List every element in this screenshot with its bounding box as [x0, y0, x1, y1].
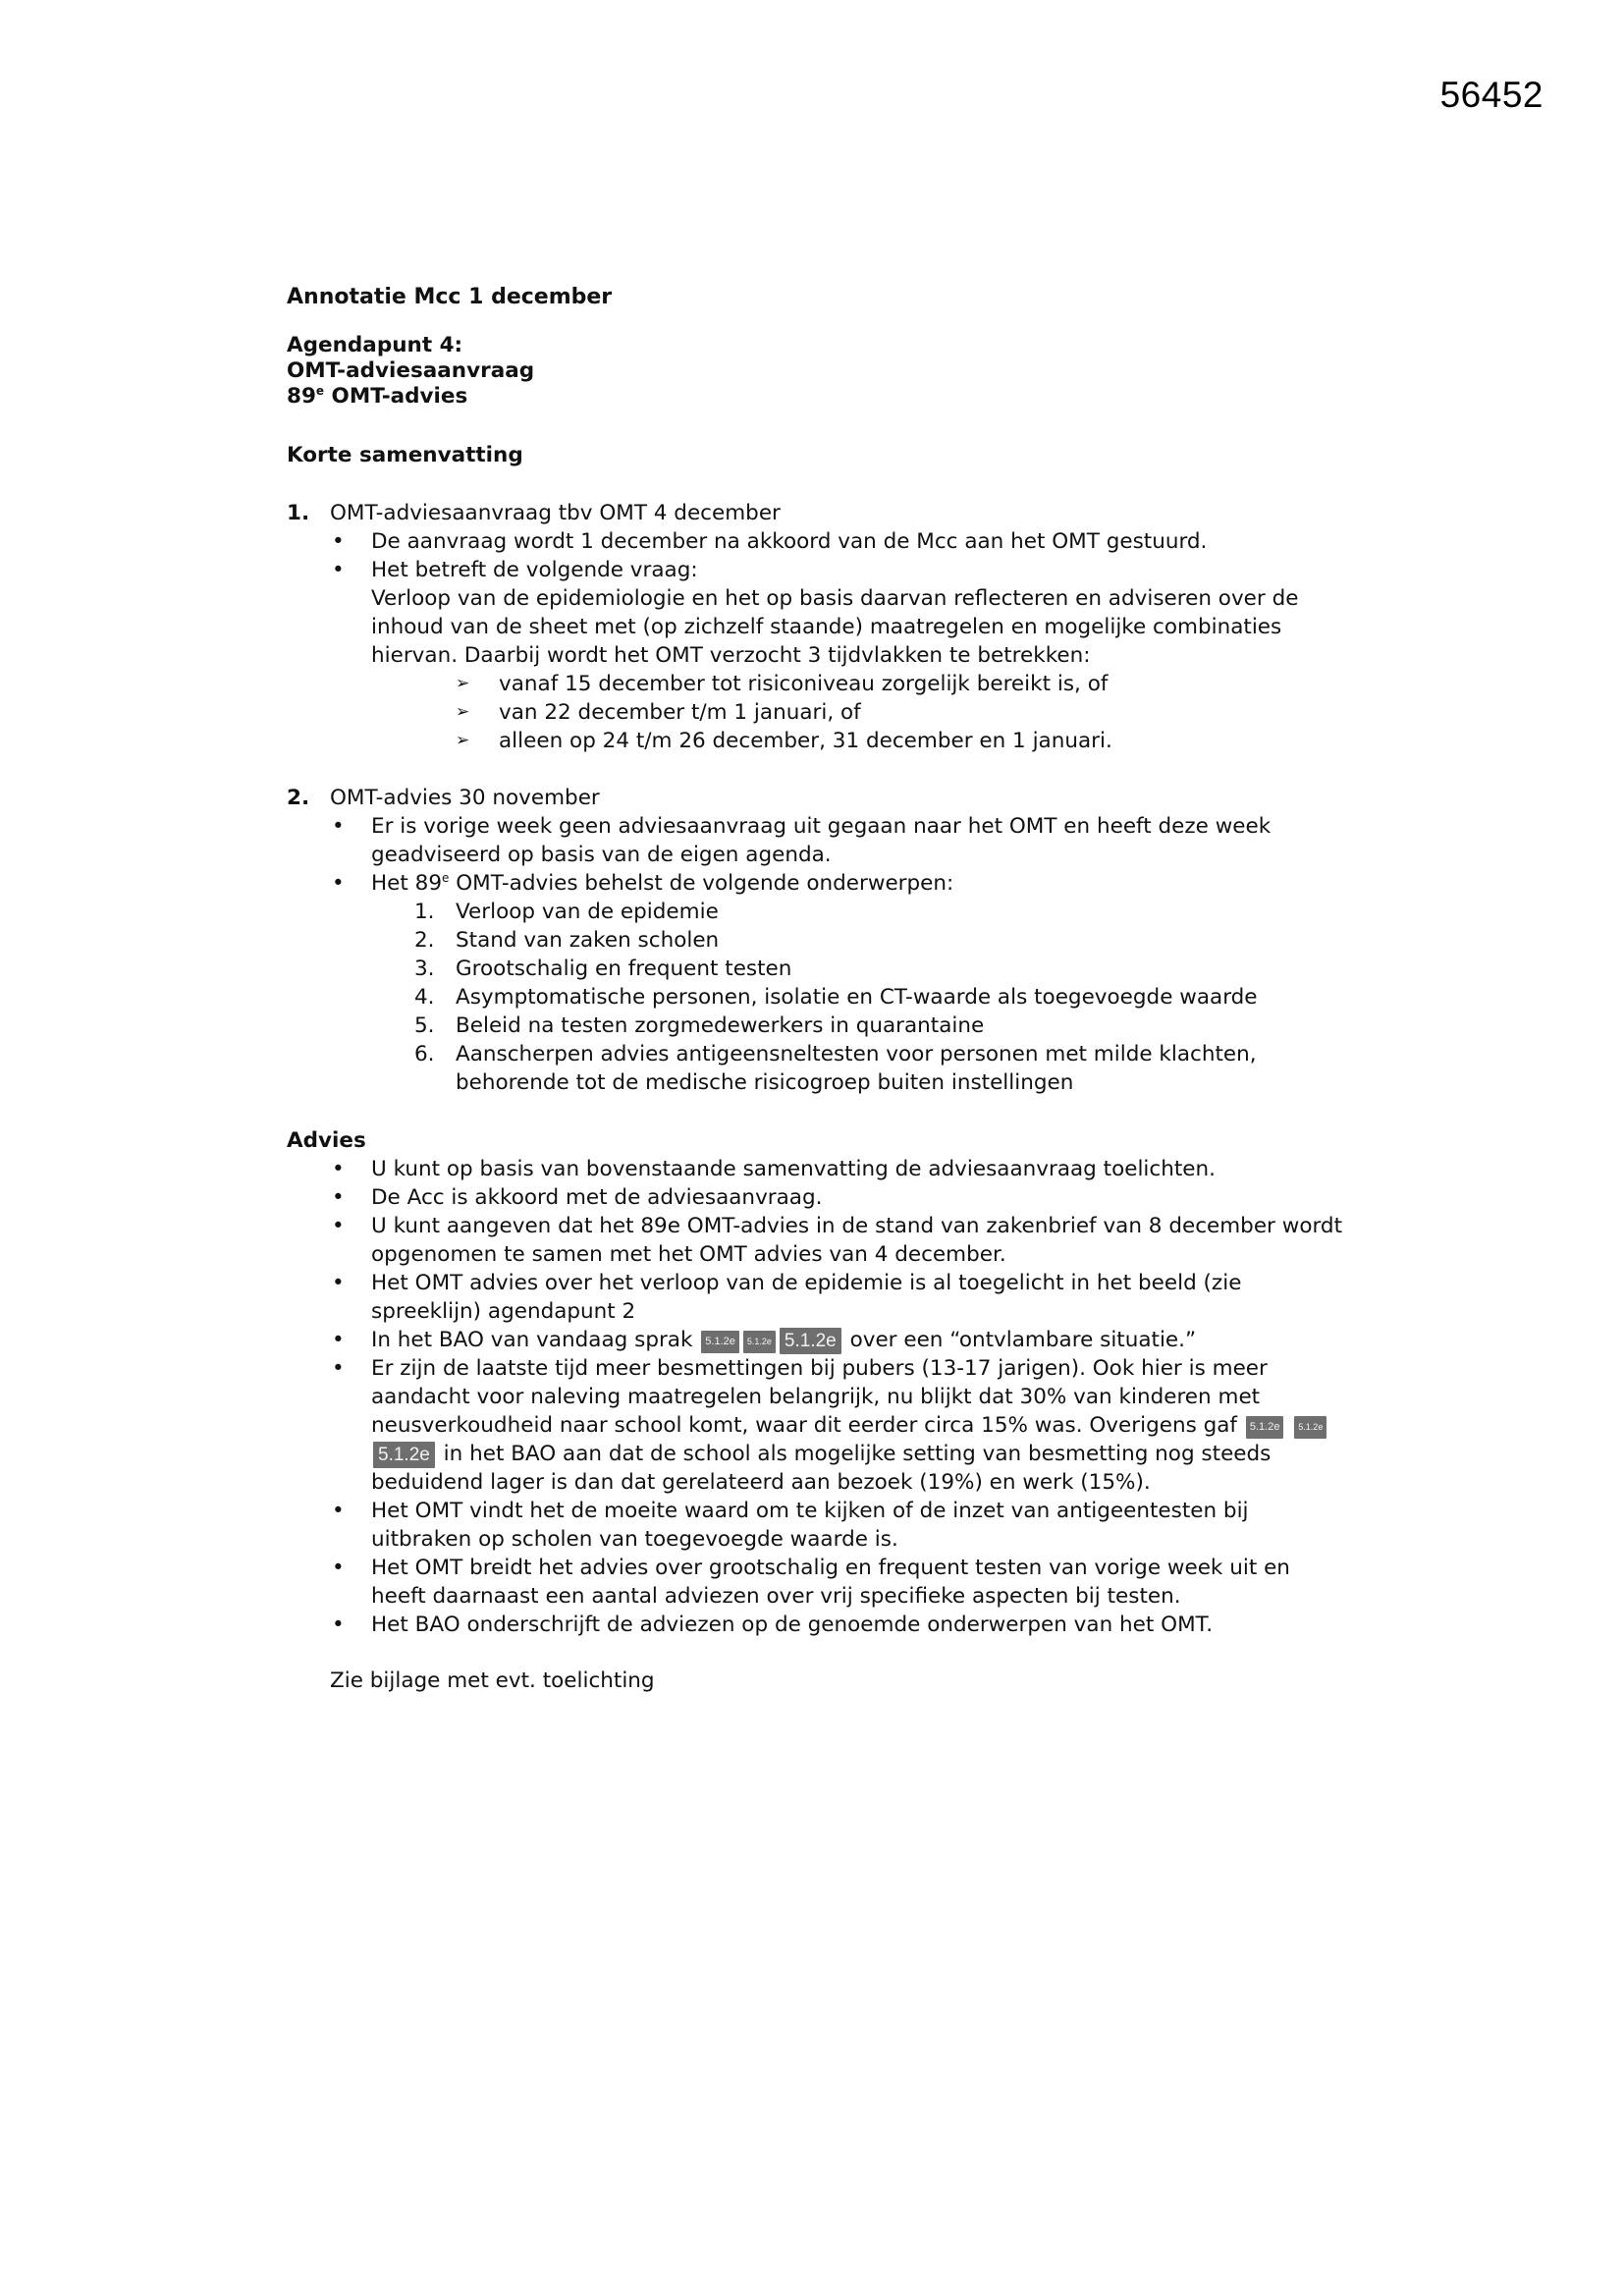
- page-number: 56452: [1439, 75, 1543, 115]
- document-body: [287, 283, 1347, 1695]
- topic-item: 3. Grootschalig en frequent testen: [414, 957, 792, 981]
- advies-item: • Het OMT vindt het de moeite waard om te kijken of de inzet van antigeentesten bij uitbraken op scholen van toegevoegde waarde is.: [330, 1497, 1347, 1554]
- agenda-block: [287, 333, 1347, 410]
- section-1-title: OMT-adviesaanvraag tbv OMT 4 december: [330, 501, 781, 525]
- redaction-mark: 5.1.2e: [373, 1442, 435, 1468]
- redaction-mark: 5.1.2e: [780, 1328, 841, 1354]
- topic-item: 4. Asymptomatische personen, isolatie en CT-waarde als toegevoegde waarde: [414, 985, 1258, 1010]
- section-1-bullet-1: • De aanvraag wordt 1 december na akkoord van de Mcc aan het OMT gestuurd.: [330, 527, 1347, 556]
- advies-list: [287, 1155, 1347, 1639]
- advies-item-pubers: • Er zijn de laatste tijd meer besmettingen bij pubers (13-17 jarigen). Ook hier is meer aandacht voor naleving maatregelen belangrijk, nu blijkt dat 30% van kinderen met neusverkoudheid naar school komt, waar dit eerder circa 15% was. Overigens gaf 5.1.2e 5.1.2e5.1.2e in het BAO aan dat de school als mogelijke setting van besmetting nog steeds beduidend lager is dan dat gerelateerd aan bezoek (19%) en werk (15%).: [330, 1354, 1347, 1497]
- advies-item: • De Acc is akkoord met de adviesaanvraag.: [330, 1183, 1347, 1212]
- section-1-bullets: [330, 527, 1347, 755]
- agenda-line-3: 89e OMT-advies: [287, 383, 468, 409]
- redaction-mark: 5.1.2e: [701, 1331, 739, 1353]
- advies-item: • U kunt op basis van bovenstaande samenvatting de adviesaanvraag toelichten.: [330, 1155, 1347, 1183]
- topic-item: 6. Aanscherpen advies antigeensneltesten voor personen met milde klachten, behorende tot de medische risicogroep buiten instellingen: [414, 1042, 1257, 1095]
- advies-item: • Het OMT advies over het verloop van de epidemie is al toegelicht in het beeld (zie spreeklijn) agendapunt 2: [330, 1269, 1347, 1326]
- redaction-mark: 5.1.2e: [743, 1331, 776, 1353]
- document-title: Annotatie Mcc 1 december: [287, 285, 613, 309]
- topic-list: [371, 898, 1347, 1097]
- advies-item: • Het OMT breidt het advies over grootschalig en frequent testen van vorige week uit en heeft daarnaast een aantal adviezen over vrij specifieke aspecten bij testen.: [330, 1554, 1347, 1611]
- section-1-bullet-2: • Het betreft de volgende vraag: Verloop van de epidemiologie en het op basis daarvan reflecteren en adviseren over de inhoud van de sheet met (op zichzelf staande) maatregelen en mogelijke combinaties hiervan. Daarbij wordt het OMT verzocht 3 tijdvlakken te betrekken: ➢ vanaf 15 december tot risiconiveau zorgelijk bereikt is, of ➢ van 22 december t/m 1 januari, of ➢ alleen op 24 t/m 26 december, 31 december en 1 januari.: [330, 556, 1347, 755]
- section-2-bullets: [330, 812, 1347, 1097]
- topic-item: 1. Verloop van de epidemie: [414, 900, 719, 924]
- topic-item: 5. Beleid na testen zorgmedewerkers in quarantaine: [414, 1013, 985, 1038]
- advies-heading: Advies: [287, 1128, 366, 1153]
- section-2-title: OMT-advies 30 november: [330, 786, 600, 810]
- advies-item: • U kunt aangeven dat het 89e OMT-advies in de stand van zakenbrief van 8 december wordt opgenomen te samen met het OMT advies van 4 december.: [330, 1212, 1347, 1269]
- section-2-bullet-2: • Het 89e OMT-advies behelst de volgende onderwerpen: 1. Verloop van de epidemie 2. Stand van zaken scholen 3. Grootschalig en frequent testen 4. Asymptomatische personen, isolatie en CT-waarde als toegevoegde waarde 5. Beleid na testen zorgmedewerkers in quarantaine 6. Aanscherpen advies antigeensneltesten voor personen met milde klachten, behorende tot de medische risicogroep buiten instellingen: [330, 869, 1347, 1097]
- summary-heading: Korte samenvatting: [287, 443, 523, 467]
- timeframe-list: [371, 670, 1347, 755]
- advies-item-bao: • In het BAO van vandaag sprak 5.1.2e 5.1.2e 5.1.2e over een “ontvlambare situatie.”: [330, 1326, 1347, 1354]
- section-1-number: 1.: [287, 501, 310, 525]
- timeframe-item: ➢ vanaf 15 december tot risiconiveau zorgelijk bereikt is, of: [456, 670, 1347, 698]
- agenda-line-2: OMT-adviesaanvraag: [287, 358, 535, 383]
- section-1-question: Verloop van de epidemiologie en het op basis daarvan reflecteren en adviseren over de inhoud van de sheet met (op zichzelf staande) maatregelen en mogelijke combinaties hiervan. Daarbij wordt het OMT verzocht 3 tijdvlakken te betrekken:: [371, 586, 1299, 668]
- timeframe-item: ➢ van 22 december t/m 1 januari, of: [456, 698, 1347, 727]
- redaction-mark: 5.1.2e: [1294, 1416, 1326, 1439]
- timeframe-item: ➢ alleen op 24 t/m 26 december, 31 december en 1 januari.: [456, 727, 1347, 755]
- closing-note: Zie bijlage met evt. toelichting: [330, 1668, 655, 1693]
- agenda-line-1: Agendapunt 4:: [287, 333, 463, 357]
- section-1: [287, 499, 1347, 755]
- redaction-mark: 5.1.2e: [1246, 1416, 1284, 1439]
- section-2: [287, 784, 1347, 1097]
- advies-item: • Het BAO onderschrijft de adviezen op de genoemde onderwerpen van het OMT.: [330, 1611, 1347, 1639]
- section-2-bullet-1: • Er is vorige week geen adviesaanvraag uit gegaan naar het OMT en heeft deze week geadviseerd op basis van de eigen agenda.: [330, 812, 1347, 869]
- topic-item: 2. Stand van zaken scholen: [414, 928, 720, 953]
- section-2-number: 2.: [287, 786, 310, 810]
